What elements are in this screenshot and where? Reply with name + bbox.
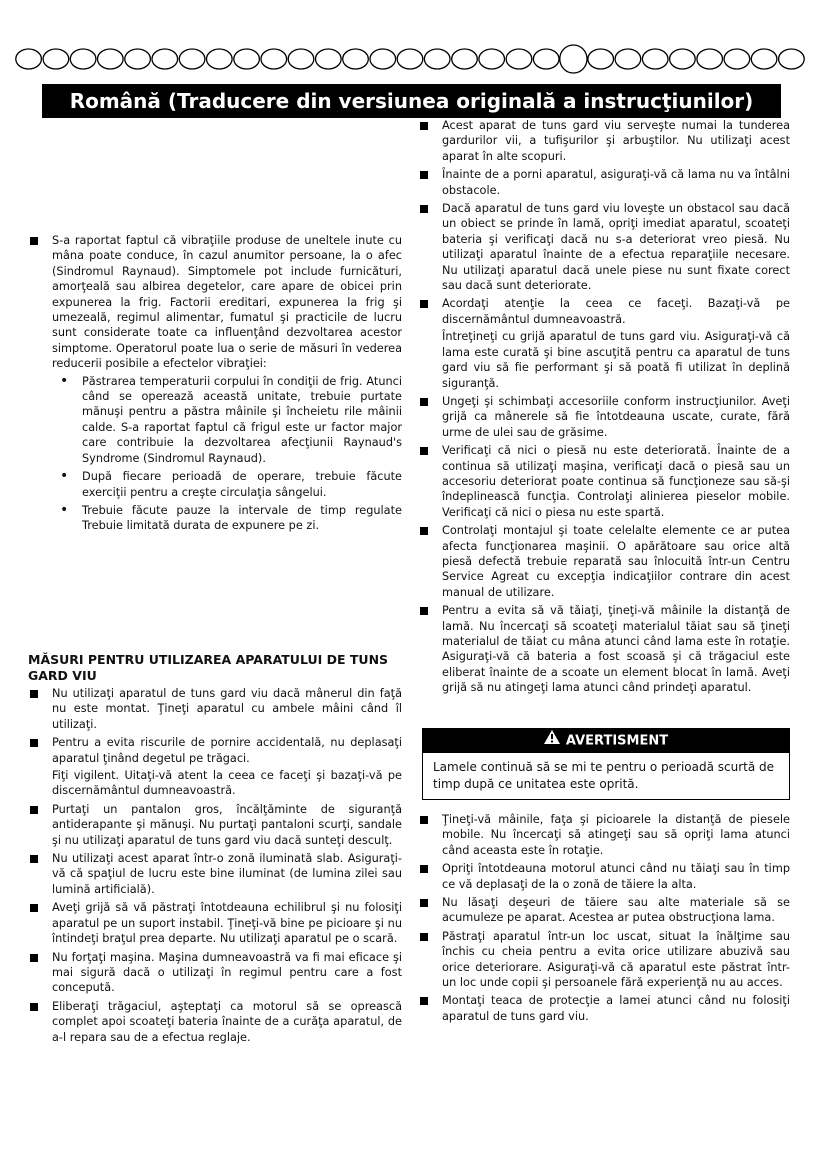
list-item-text: Controlaţi montajul şi toate celelalte elemente ce ar putea afecta funcţionarea maşinii. O apărătoare sau orice altă piesă defectă trebuie reparată sau înlocuită într-un Centru Service Agreat cu excepţia indicaţiilor contrare din acest manual de utilizare. [442,524,790,599]
vibration-text: S-a raportat faptul că vibraţiile produse de uneltele inute cu mâna poate conduce, în cazul anumitor persoane, la o afec (Sindromul Raynaud). Simptomele pot include furnicături, amorţeală sau albirea degetelor, care apare de obicei prin expunerea la frig. Factorii ereditari, expunerea la frig şi umezeală, regimul alimentar, fumatul şi practicile de lucru sunt considerate toate ca influenţând dezvoltarea acestor simptome. Operatorul poate lua o serie de măsuri în vederea reducerii posibile a efectelor vibraţiei: [52,234,402,371]
list-item [28,686,402,732]
list-item-text: Nu utilizaţi acest aparat într-o zonă iluminată slab. Asiguraţi-vă că spaţiul de lucru este bine iluminat (de lumina zilei sau lumină artificială). [52,852,402,896]
language-oval [179,49,205,69]
language-oval [751,49,777,69]
list-item [418,167,790,198]
list-item-subtext: Fiţi vigilent. Uitaţi-vă atent la ceea ce faceţi şi bazaţi-vă pe discernământul dumneavoastră. [52,769,402,798]
list-item-text: Ţineţi-vă mâinile, faţa şi picioarele la distanţă de piesele mobile. Nu încercaţi să atingeţi sau să opriţi lama atunci când aceasta este în rotaţie. [442,813,790,857]
list-item-text: Înainte de a porni aparatul, asiguraţi-vă că lama nu va întâlni obstacole. [442,168,790,197]
list-item [418,895,790,926]
section-heading: MĂSURI PENTRU UTILIZAREA APARATULUI DE TUNS GARD VIU [28,652,389,683]
list-item [418,812,790,858]
list-item [418,523,790,600]
safety-list-right [418,118,790,699]
list-item: • După fiecare perioadă de operare, trebuie făcute exerciţii pentru a creşte circulaţia sângelui. [60,469,402,500]
list-item [28,999,402,1045]
list-item [28,950,402,996]
list-item-text: Aveţi grijă să vă păstraţi întotdeauna echilibrul şi nu folosiţi aparatul pe un suport instabil. Ţineţi-vă bine pe picioare şi nu întindeţi braţul prea departe. Nu utilizaţi aparatul pe o scară. [52,901,402,946]
language-oval [615,49,641,69]
list-item-text: Ungeţi şi schimbaţi accesoriile conform instrucţiunilor. Aveţi grijă ca mânerele să fie întotdeauna uscate, curate, fără urme de ulei sau de grăsime. [442,394,790,439]
list-item [28,735,402,799]
safety-list-left [28,686,402,1048]
list-item [418,118,790,164]
list-item [28,851,402,897]
list-item-text: Eliberaţi trăgaciul, aşteptaţi ca motorul să se oprească complet apoi scoateţi bateria înainte de a curăţa aparatul, de a-l repara sau de a efectua reglaje. [52,999,402,1044]
language-oval [234,49,260,69]
list-item: • Trebuie făcute pauze la intervale de timp regulate Trebuie limitată durata de expunere pe zi. [60,503,402,534]
language-oval [506,49,532,69]
list-item-text: Acest aparat de tuns gard viu serveşte numai la tunderea gardurilor vii, a tufişurilor şi arbuştilor. Nu utilizaţi acest aparat în alte scopuri. [442,119,790,163]
language-oval [670,49,696,69]
list-item-text: Verificaţi că nici o piesă nu este deteriorată. Înainte de a continua să utilizaţi maşina, verificaţi dacă o piesă sau un accesoriu deteriorat poate continua să funcţioneze sau să-şi îndeplinească funcţia. Controlaţi alinierea pieselor mobile. Verificaţi că nici o piesa nu este spartă. [442,444,790,519]
list-item-text: Dacă aparatul de tuns gard viu loveşte un obstacol sau dacă un obiect se prinde în lamă, opriţi imediat aparatul, scoateţi bateria şi verificaţi dacă nu s-a deteriorat vreo piesă. Nu utilizaţi aparatul înainte de a efectua reparaţiile necesare. Nu utilizaţi aparatul dacă unele piese nu sunt fixate corect sau dacă sunt deteriorate. [442,202,790,293]
list-item-text: Pentru a evita riscurile de pornire accidentală, nu deplasaţi aparatul ţinând degetul pe trăgaci. [52,736,402,765]
language-oval [370,49,396,69]
vibration-section [28,233,402,537]
list-item-text: Nu lăsaţi deşeuri de tăiere sau alte materiale să se acumuleze pe aparat. Acestea ar putea obstrucţiona lama. [442,896,790,925]
language-ovals-graphic [15,44,805,74]
language-oval [16,49,42,69]
list-item [418,603,790,695]
language-oval [424,49,450,69]
language-oval [397,49,423,69]
list-item-text: Nu forţaţi maşina. Maşina dumneavoastră va fi mai eficace şi mai sigură dacă o utilizaţi în regimul pentru care a fost concepută. [52,950,402,995]
language-oval [125,49,151,69]
language-oval [452,49,478,69]
language-oval [343,49,369,69]
list-item-text: Nu utilizaţi aparatul de tuns gard viu dacă mânerul din faţă nu este montat. Ţineţi aparatul cu ambele mâini când îl utilizaţi. [52,687,402,731]
list-item [418,929,790,991]
list-item [418,861,790,892]
list-item: • Păstrarea temperaturii corpului în condiţii de frig. Atunci când se operează această unitate, trebuie purtate mănuşi pentru a păstra mâinile şi încheietu rile mâinii calde. S-a raportat faptul că frigul este ur factor major care contribuie la dezvoltarea afecţiunii Raynaud's Syndrome (Sindromul Raynaud). [60,374,402,466]
language-tab-ovals [15,44,805,74]
list-item-text: Purtaţi un pantalon gros, încălţăminte de siguranţă antiderapante şi mănuşi. Nu purtaţi pantaloni scurţi, sandale şi nu utilizaţi aparatul de tuns gard viu dacă sunteţi desculţ. [52,802,402,847]
language-oval [70,49,96,69]
warning-title: AVERTISMENT [565,733,669,749]
language-oval [697,49,723,69]
language-oval [588,49,614,69]
list-item-text: Păstraţi aparatul într-un loc uscat, situat la înălţime sau închis cu cheia pentru a evita orice utilizare abuzivă sau orice deteriorare. Asiguraţi-vă că aparatul este păstrat într-un loc unde copii şi persoanele fără experienţă nu au acces. [442,929,790,990]
language-oval [533,49,559,69]
language-oval [642,49,668,69]
list-item [418,993,790,1024]
language-oval [316,49,342,69]
language-oval [207,49,233,69]
language-oval-active [560,45,587,73]
list-item-text: Acordaţi atenţie la ceea ce faceţi. Bazaţi-vă pe discernământul dumneavoastră. [442,297,790,326]
list-item-text: Opriţi întotdeauna motorul atunci când nu tăiaţi sau în timp ce vă deplasaţi de la o zonă de tăiere la alta. [442,862,790,891]
warning-text: Lamele continuă să se mi te pentru o perioadă scurtă de timp după ce unitatea este oprită. [433,760,775,791]
list-item [28,900,402,946]
list-item [418,296,790,390]
language-oval [152,49,178,69]
list-item-subtext: Întreţineţi cu grijă aparatul de tuns gard viu. Asiguraţi-vă că lama este curată şi bine ascuţită pentru ca aparatul de tuns gard viu să fie performant şi să poată fi utilizat în deplină siguranţă. [442,330,790,390]
warning-box [422,728,790,800]
warning-header [423,729,789,753]
list-item-text: Pentru a evita să vă tăiaţi, ţineţi-vă mâinile la distanţă de lamă. Nu încercaţi să scoateţi materialul tăiat sau să ţineţi materialul de tăiat cu mâna atunci când lama este în rotaţie. Asiguraţi-vă că bateria a fost scoasă şi că trăgaciul este eliberat înainte de a scoate un element blocat în lamă. Aveţi grijă să nu atingeţi lama atunci când prindeţi aparatul. [442,604,790,695]
language-oval [43,49,69,69]
list-item [418,201,790,293]
safety-list-right-continued [418,812,790,1027]
language-oval [288,49,314,69]
language-oval [479,49,505,69]
list-item [418,443,790,520]
list-item [28,802,402,848]
warning-triangle-icon [544,729,560,753]
language-banner: Română (Traducere din versiunea originală a instrucţiunilor) [42,84,781,118]
language-oval [98,49,124,69]
language-oval [724,49,750,69]
language-oval [779,49,805,69]
list-item-text: Montaţi teaca de protecţie a lamei atunci când nu folosiţi aparatul de tuns gard viu. [442,994,790,1023]
list-item [418,394,790,440]
vibration-warning-item [28,233,402,534]
language-oval [261,49,287,69]
